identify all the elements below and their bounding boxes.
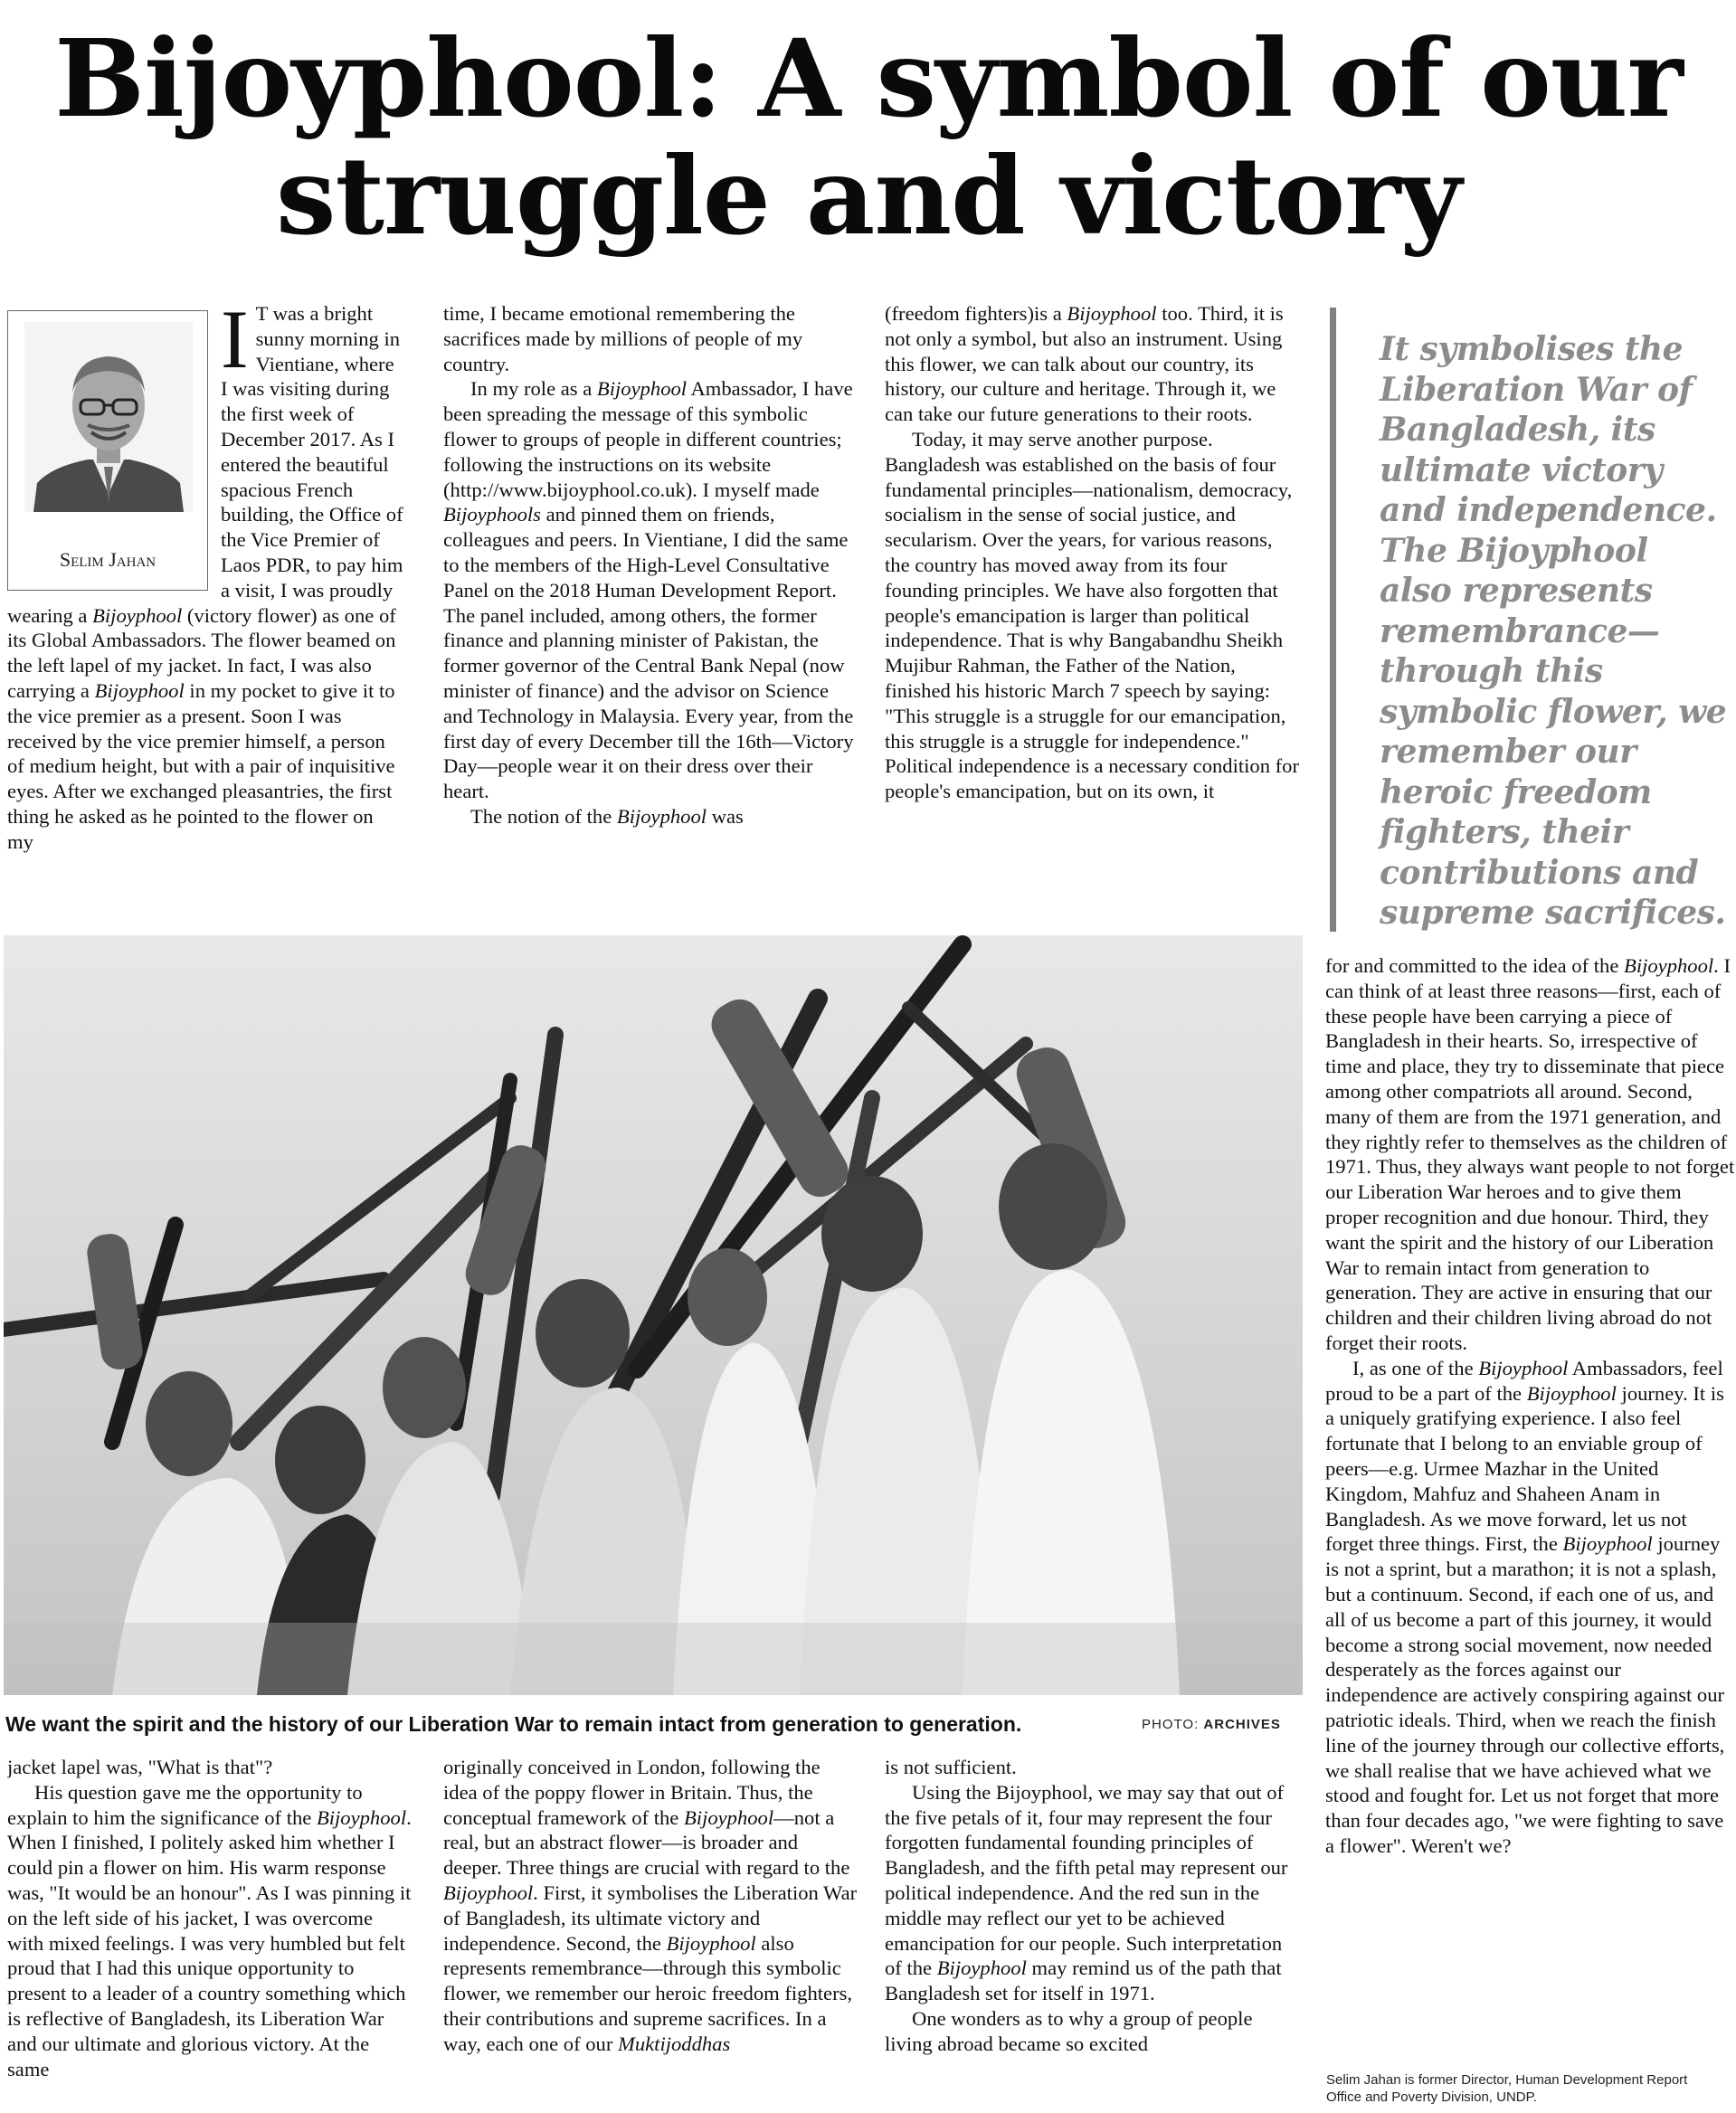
article-column-1-top: I T was a bright sunny morning in Vientiane, where I was visiting during the first week of December 2017. As I entered the beautiful spacious French building, the Office of the Vice Premier of Laos PDR, to pay him a visit, I was proudly wearing a Bijoyphool (victory flower) as one of its Global Ambassadors. The flower beamed on the left lapel of my jacket. In fact, I was also carrying a Bijoyphool in my pocket to give it to the vice premier as a present. Soon I was received by the vice premier himself, a person of medium height, but with a pair of inquisitive eyes. After we exchanged pleasantries, the first thing he asked as he pointed to the flower on my <box>7 301 403 853</box>
article-column-2-bottom: originally conceived in London, following the idea of the poppy flower in Britain. Thus, the conceptual framework of the Bijoyphool—not a real, but an abstract flower—is broader and deeper. Three things are crucial with regard to the Bijoyphool. First, it symbolises the Liberation War of Bangladesh, its ultimate victory and independence. Second, the Bijoyphool also represents remembrance—through this symbolic flower, we remember our heroic freedom fighters, their contributions and supreme sacrifices. In a way, each one of our Muktijoddhas <box>443 1756 858 2055</box>
pull-quote-text: It symbolises the Liberation War of Bangladesh, its ultimate victory and independence. The Bijoyphool also represents remembrance—through this symbolic flower, we remember our heroic freedom fighters, their contributions and supreme sacrifices. <box>1380 330 1727 932</box>
drop-cap: I <box>221 301 249 385</box>
photo-credit <box>1142 1717 1304 1732</box>
freedom-fighters-photo-illustration <box>4 935 1303 1695</box>
photo-caption: We want the spirit and the history of our Liberation War to remain intact from generation to generation. <box>5 1712 1022 1736</box>
article-column-2-top: time, I became emotional remembering the sacrifices made by millions of people of my country. In my role as a Bijoyphool Ambassador, I have been spreading the message of this symbolic flower to groups of people in different countries; following the instructions on its website (http://www.bijoyphool.co.uk). I myself made Bijoyphools and pinned them on friends, colleagues and peers. In Vientiane, I did the same to the members of the High-Level Consultative Panel on the 2018 Human Development Report. The panel included, among others, the former finance and planning minister of Pakistan, the former governor of the Central Bank Nepal (now minister of finance) and the advisor on Science and Technology in Malaysia. Every year, from the first day of every December till the 16th—Victory Day—people wear it on their dress over their heart. The notion of the Bijoyphool was <box>443 302 854 828</box>
article-column-3-top: (freedom fighters)is a Bijoyphool too. Third, it is not only a symbol, but also an instrument. Using this flower, we can talk about our country, its history, our culture and heritage. Through it, we can take our future generations to their roots. Today, it may serve another purpose. Bangladesh was established on the basis of four fundamental principles—nationalism, democracy, socialism in the sense of social justice, and secularism. Over the years, for various reasons, the country has moved away from its four founding principles. We have also forgotten that people's emancipation is larger than political independence. That is why Bangabandhu Sheikh Mujibur Rahman, the Father of the Nation, finished his historic March 7 speech by saying: "This struggle is a struggle for our emancipation, this struggle is a struggle for independence." Political independence is a necessary condition for people's emancipation, but on its own, it <box>885 302 1299 803</box>
article-column-1-bottom: jacket lapel was, "What is that"? His question gave me the opportunity to explain to him the significance of the Bijoyphool. When I finished, I politely asked him whether I could pin a flower on him. His warm response was, "It would be an honour". As I was pinning it on the left side of his jacket, I was overcome with mixed feelings. I was very humbled but felt proud that I had this unique opportunity to present to a leader of a country something which is reflective of Bangladesh, its Liberation War and our ultimate and glorious victory. At the same <box>7 1756 412 2080</box>
pull-quote <box>1330 308 1728 932</box>
author-note: Selim Jahan is former Director, Human Development Report Office and Poverty Division, UNDP. <box>1326 2072 1688 2105</box>
archive-photo <box>4 935 1303 1695</box>
article-column-4: for and committed to the idea of the Bijoyphool. I can think of at least three reasons—first, each of these people have been carrying a piece of Bangladesh in their hearts. So, irrespective of time and place, they try to disseminate that piece among other compatriots all around. Second, many of them are from the 1971 generation, and they rightly refer to themselves as the children of 1971. Thus, they always want people to not forget our Liberation War heroes and to give them proper recognition and due honour. Third, they want the spirit and the history of our Liberation War to remain intact from generation to generation. They are active in ensuring that our children and their children living abroad do not forget their roots. I, as one of the Bijoyphool Ambassadors, feel proud to be a part of the Bijoyphool journey. It is a uniquely gratifying experience. I also feel fortunate that I belong to an enviable group of peers—e.g. Urmee Mazhar in the United Kingdom, Mahfuz and Shaheen Anam in Bangladesh. As we move forward, let us not forget three things. First, the Bijoyphool journey is not a sprint, but a marathon; it is not a splash, but a continuum. Second, if each one of us, and all of us become a part of this journey, it would become a strong social movement, now needed desperately as the forces against our independence are actively conspiring against our patriotic ideals. Third, when we reach the finish line of the journey through our collective efforts, we shall realise that we have achieved what we stood and fought for. Let us not forget that more than four decades ago, "we were fighting to save a flower". Weren't we? <box>1325 954 1735 1857</box>
headline: Bijoyphool: A symbol of our struggle and victory <box>54 15 1683 259</box>
photo-credit-label: PHOTO: <box>1142 1717 1200 1732</box>
photo-credit-source: ARCHIVES <box>1203 1717 1281 1732</box>
author-name: Selim Jahan <box>59 548 157 571</box>
article-column-3-bottom: is not sufficient. Using the Bijoyphool, we may say that out of the five petals of it, four may represent the four forgotten fundamental founding principles of Bangladesh, and the fifth petal may represent our political independence. And the red sun in the middle may reflect our yet to be achieved emancipation for our people. Such interpretation of the Bijoyphool may remind us of the path that Bangladesh set for itself in 1971. One wonders as to why a group of people living abroad became so excited <box>885 1756 1288 2055</box>
